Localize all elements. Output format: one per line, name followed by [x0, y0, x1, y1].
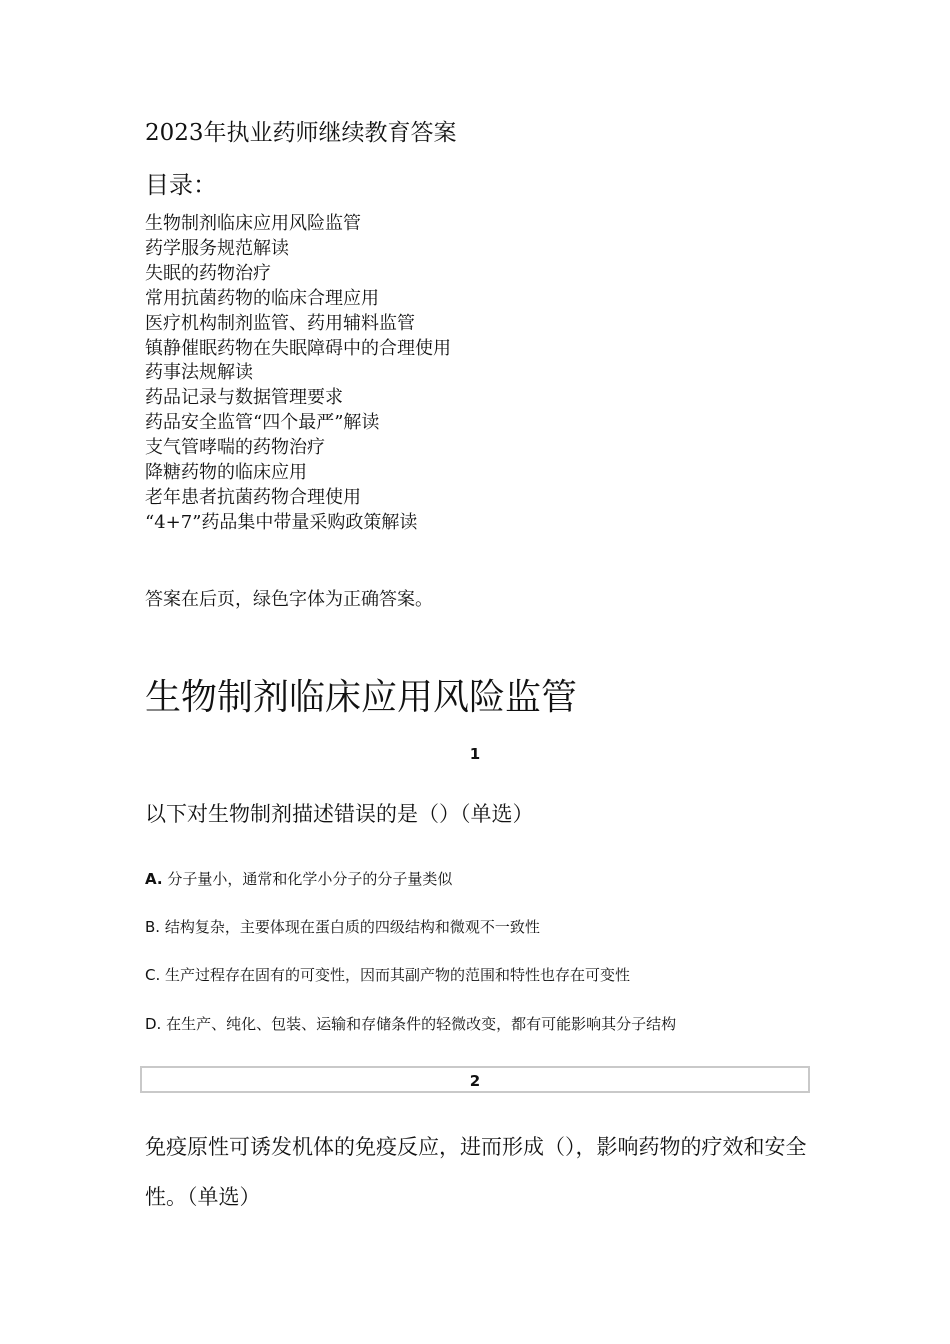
question-stem: 以下对生物制剂描述错误的是（）（单选） [145, 802, 534, 826]
option-a [145, 868, 452, 890]
toc-item[interactable]: 失眠的药物治疗 [145, 262, 271, 284]
toc-item[interactable]: 老年患者抗菌药物合理使用 [145, 486, 361, 508]
toc-item[interactable]: 医疗机构制剂监管、药用辅料监管 [145, 312, 415, 334]
option-d [145, 1013, 676, 1035]
toc-heading: 目录： [145, 171, 217, 199]
question-number-box: 2 [140, 1066, 810, 1093]
option-c [145, 964, 630, 986]
toc-item[interactable]: 生物制剂临床应用风险监管 [145, 213, 361, 234]
option-letter: D. [145, 1015, 162, 1033]
option-letter: B. [145, 918, 161, 936]
option-text: 分子量小，通常和化学小分子的分子量类似 [167, 870, 453, 888]
option-b [145, 916, 540, 938]
option-letter: A. [145, 870, 163, 888]
option-text: 生产过程存在固有的可变性，因而其副产物的范围和特性也存在可变性 [165, 966, 631, 984]
answer-note: 答案在后页，绿色字体为正确答案。 [145, 589, 433, 610]
question-number: 1 [469, 745, 481, 763]
question-stem: 免疫原性可诱发机体的免疫反应，进而形成（），影响药物的疗效和安全性。（单选） [145, 1135, 807, 1209]
toc-item[interactable]: 降糖药物的临床应用 [145, 462, 307, 484]
toc-item[interactable]: 药品记录与数据管理要求 [145, 387, 343, 409]
document-title: 2023年执业药师继续教育答案 [145, 120, 457, 146]
option-text: 在生产、纯化、包装、运输和存储条件的轻微改变，都有可能影响其分子结构 [166, 1015, 677, 1033]
toc-item[interactable]: 支气管哮喘的药物治疗 [145, 437, 325, 459]
toc-item[interactable]: 药学服务规范解读 [145, 237, 289, 259]
option-text: 结构复杂，主要体现在蛋白质的四级结构和微观不一致性 [164, 918, 540, 936]
section-title: 生物制剂临床应用风险监管 [145, 677, 578, 718]
toc-item[interactable]: 药品安全监管“四个最严”解读 [145, 412, 380, 434]
toc-item[interactable]: 镇静催眠药物在失眠障碍中的合理使用 [145, 337, 451, 359]
table-of-contents [145, 212, 451, 536]
toc-item[interactable]: “4+7”药品集中带量采购政策解读 [145, 511, 418, 533]
toc-item[interactable]: 药事法规解读 [145, 362, 253, 384]
toc-item[interactable]: 常用抗菌药物的临床合理应用 [145, 287, 379, 309]
option-letter: C. [145, 966, 161, 984]
